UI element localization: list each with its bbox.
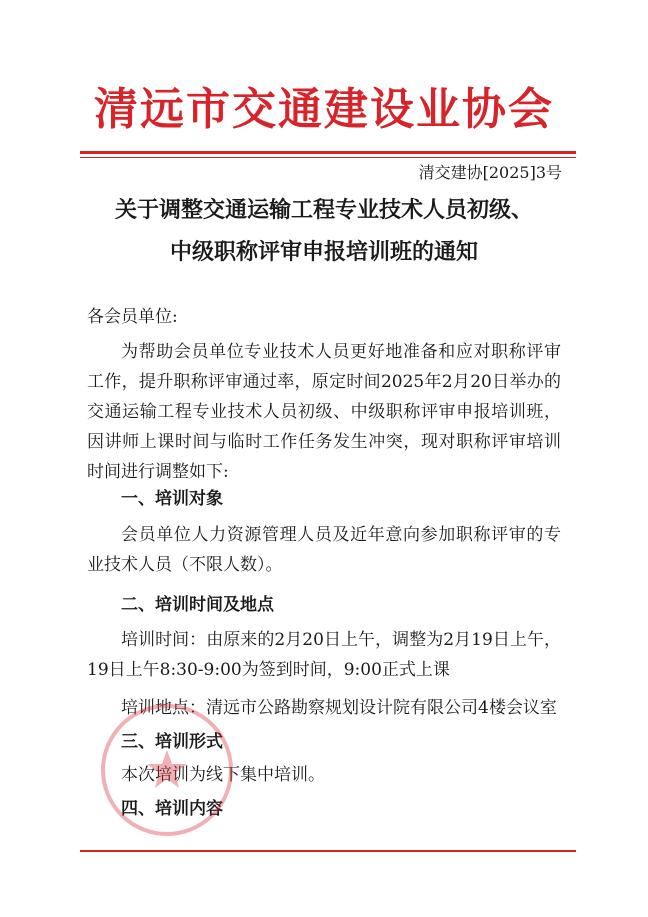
document-number: 清交建协[2025]3号 [418,163,562,182]
footer-divider [80,850,576,852]
section-paragraph-location: 培训地点：清远市公路勘察规划设计院有限公司4楼会议室 [121,698,557,718]
section-heading-targets: 一、培训对象 [121,489,223,509]
section-heading-time-location: 二、培训时间及地点 [121,595,274,615]
header-divider-thick [80,151,576,154]
section-heading-content: 四、培训内容 [121,799,223,819]
intro-paragraph: 为帮助会员单位专业技术人员更好地准备和应对职称评审工作，提升职称评审通过率，原定时间2025年2月20日举办的交通运输工程专业技术人员初级、中级职称评审申报培训班，因讲师上课时间与临时工作任务发生冲突，现对职称评审培训时间进行调整如下: [87,342,561,482]
section-paragraph-targets: 会员单位人力资源管理人员及近年意向参加职称评审的专业技术人员（不限人数）。 [87,525,561,575]
salutation: 各会员单位: [87,307,178,327]
header-divider-thin [80,157,576,158]
document-title-line-1: 关于调整交通运输工程专业技术人员初级、 [114,197,533,223]
organization-letterhead: 清远市交通建设业协会 [94,84,554,135]
section-heading-format: 三、培训形式 [121,732,223,752]
section-paragraph-format: 本次培训为线下集中培训。 [121,765,325,785]
section-paragraph-time: 培训时间：由原来的2月20日上午，调整为2月19日上午，19日上午8:30-9:00为签到时间，9:00正式上课 [87,630,561,680]
official-seal-stamp [97,700,237,840]
document-title-line-2: 中级职称评审申报培训班的通知 [169,239,478,265]
